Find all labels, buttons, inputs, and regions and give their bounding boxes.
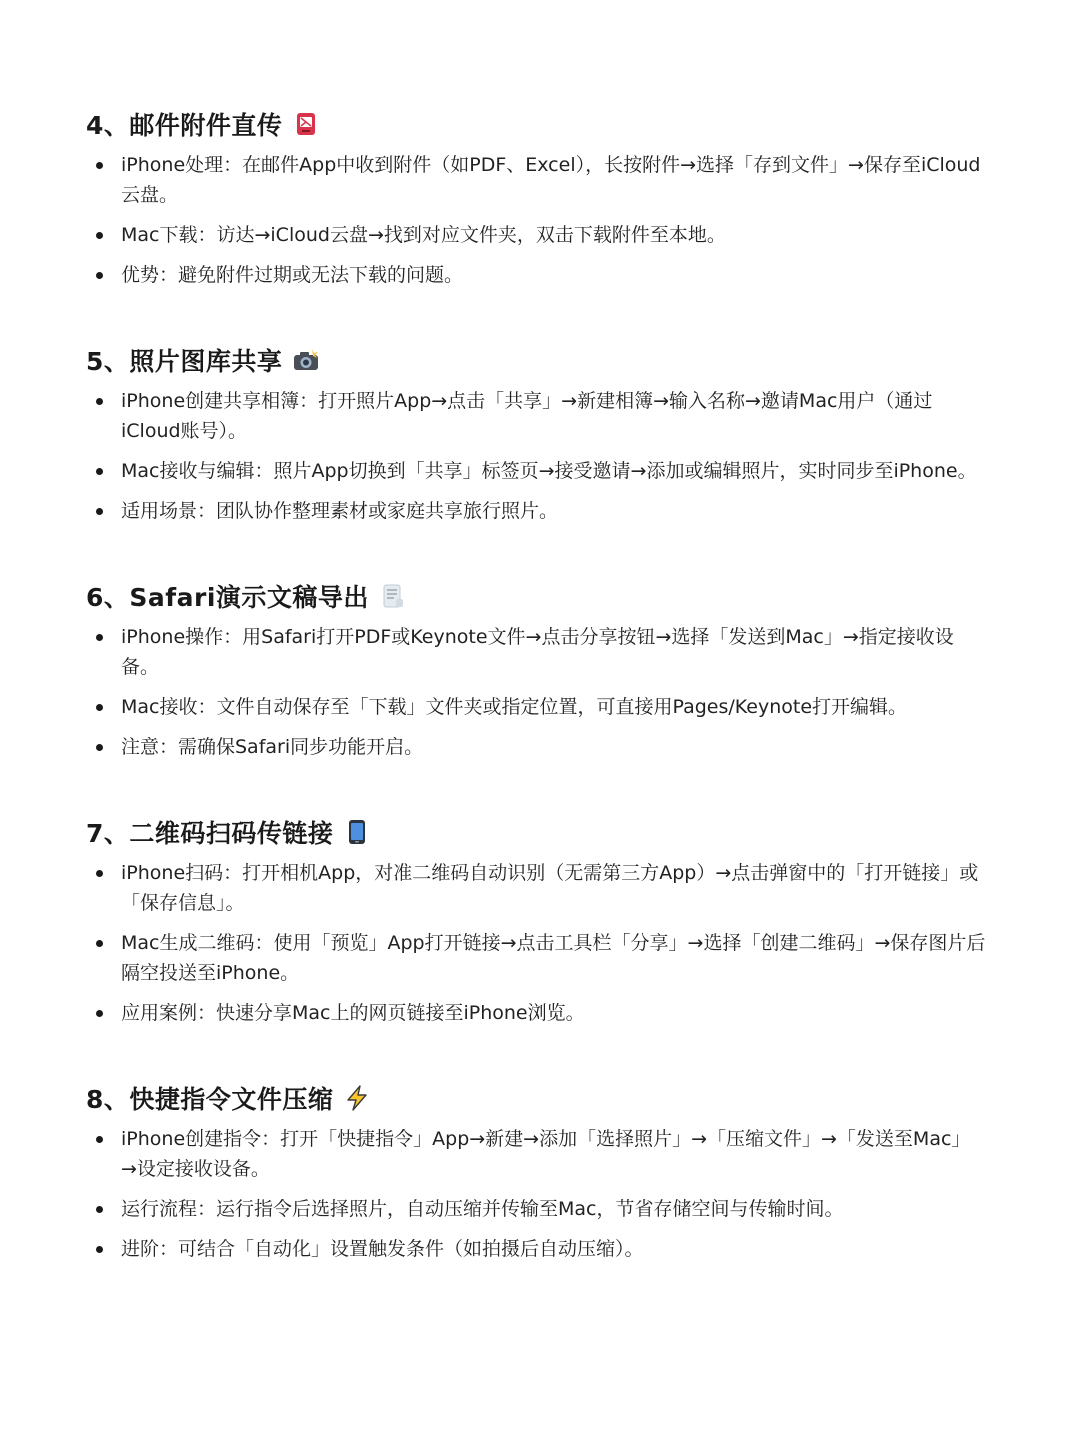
list-item-text: Mac接收与编辑：照片App切换到「共享」标签页→接受邀请→添加或编辑照片，实时同步至iPhone。 bbox=[121, 460, 977, 482]
bullet-dot bbox=[96, 398, 103, 405]
list-item-text: iPhone创建指令：打开「快捷指令」App→新建→添加「选择照片」→「压缩文件」→「发送至Mac」→设定接收设备。 bbox=[121, 1128, 971, 1180]
bullet-dot bbox=[96, 704, 103, 711]
list-item-text: Mac下载：访达→iCloud云盘→找到对应文件夹，双击下载附件至本地。 bbox=[121, 224, 726, 246]
bullet-dot bbox=[96, 1010, 103, 1017]
mobile-phone-icon bbox=[343, 818, 371, 846]
section-heading-text: 4、邮件附件直传 bbox=[86, 111, 283, 140]
list-item bbox=[86, 1124, 986, 1184]
list-item-text: iPhone处理：在邮件App中收到附件（如PDF、Excel），长按附件→选择「存到文件」→保存至iCloud云盘。 bbox=[121, 154, 981, 206]
bullet-dot bbox=[96, 508, 103, 515]
list-item-text: 应用案例：快速分享Mac上的网页链接至iPhone浏览。 bbox=[121, 1002, 585, 1024]
section-photo-library bbox=[86, 340, 986, 526]
scroll-icon bbox=[379, 582, 407, 610]
camera-flash-icon bbox=[292, 346, 320, 374]
list-item-text: iPhone创建共享相簿：打开照片App→点击「共享」→新建相簿→输入名称→邀请Mac用户（通过iCloud账号）。 bbox=[121, 390, 933, 442]
bullet-dot bbox=[96, 232, 103, 239]
bullet-list bbox=[86, 858, 986, 1028]
bullet-list bbox=[86, 150, 986, 290]
list-item bbox=[86, 456, 986, 486]
bullet-dot bbox=[96, 744, 103, 751]
list-item-text: iPhone操作：用Safari打开PDF或Keynote文件→点击分享按钮→选择「发送到Mac」→指定接收设备。 bbox=[121, 626, 954, 678]
list-item bbox=[86, 692, 986, 722]
bullet-dot bbox=[96, 1206, 103, 1213]
list-item-text: Mac接收：文件自动保存至「下载」文件夹或指定位置，可直接用Pages/Keynote打开编辑。 bbox=[121, 696, 908, 718]
section-mail-attachments bbox=[86, 104, 986, 290]
list-item bbox=[86, 386, 986, 446]
section-qr-link bbox=[86, 812, 986, 1028]
document-body bbox=[86, 104, 986, 1264]
list-item bbox=[86, 1194, 986, 1224]
list-item-text: 进阶：可结合「自动化」设置触发条件（如拍摄后自动压缩）。 bbox=[121, 1238, 644, 1260]
section-heading bbox=[86, 340, 986, 380]
bullet-dot bbox=[96, 1136, 103, 1143]
bullet-dot bbox=[96, 870, 103, 877]
bullet-list bbox=[86, 386, 986, 526]
list-item bbox=[86, 220, 986, 250]
bullet-dot bbox=[96, 1246, 103, 1253]
list-item bbox=[86, 496, 986, 526]
list-item bbox=[86, 998, 986, 1028]
list-item bbox=[86, 622, 986, 682]
bullet-list bbox=[86, 622, 986, 762]
bullet-dot bbox=[96, 272, 103, 279]
list-item bbox=[86, 732, 986, 762]
bullet-dot bbox=[96, 634, 103, 641]
list-item bbox=[86, 150, 986, 210]
lightning-icon bbox=[343, 1084, 371, 1112]
list-item-text: iPhone扫码：打开相机App，对准二维码自动识别（无需第三方App）→点击弹窗中的「打开链接」或「保存信息」。 bbox=[121, 862, 979, 914]
bullet-dot bbox=[96, 162, 103, 169]
list-item bbox=[86, 858, 986, 918]
section-heading-text: 5、照片图库共享 bbox=[86, 347, 283, 376]
section-heading bbox=[86, 1078, 986, 1118]
list-item-text: 运行流程：运行指令后选择照片，自动压缩并传输至Mac，节省存储空间与传输时间。 bbox=[121, 1198, 844, 1220]
list-item bbox=[86, 928, 986, 988]
bullet-dot bbox=[96, 940, 103, 947]
list-item-text: 适用场景：团队协作整理素材或家庭共享旅行照片。 bbox=[121, 500, 559, 522]
postbox-icon bbox=[292, 110, 320, 138]
section-safari-export bbox=[86, 576, 986, 762]
list-item-text: Mac生成二维码：使用「预览」App打开链接→点击工具栏「分享」→选择「创建二维码」→保存图片后隔空投送至iPhone。 bbox=[121, 932, 986, 984]
section-heading-text: 7、二维码扫码传链接 bbox=[86, 819, 334, 848]
section-heading bbox=[86, 812, 986, 852]
bullet-list bbox=[86, 1124, 986, 1264]
section-shortcut-compress bbox=[86, 1078, 986, 1264]
list-item-text: 注意：需确保Safari同步功能开启。 bbox=[121, 736, 424, 758]
section-heading-text: 6、Safari演示文稿导出 bbox=[86, 583, 369, 612]
list-item-text: 优势：避免附件过期或无法下载的问题。 bbox=[121, 264, 464, 286]
section-heading bbox=[86, 104, 986, 144]
section-heading-text: 8、快捷指令文件压缩 bbox=[86, 1085, 334, 1114]
section-heading bbox=[86, 576, 986, 616]
list-item bbox=[86, 260, 986, 290]
bullet-dot bbox=[96, 468, 103, 475]
list-item bbox=[86, 1234, 986, 1264]
